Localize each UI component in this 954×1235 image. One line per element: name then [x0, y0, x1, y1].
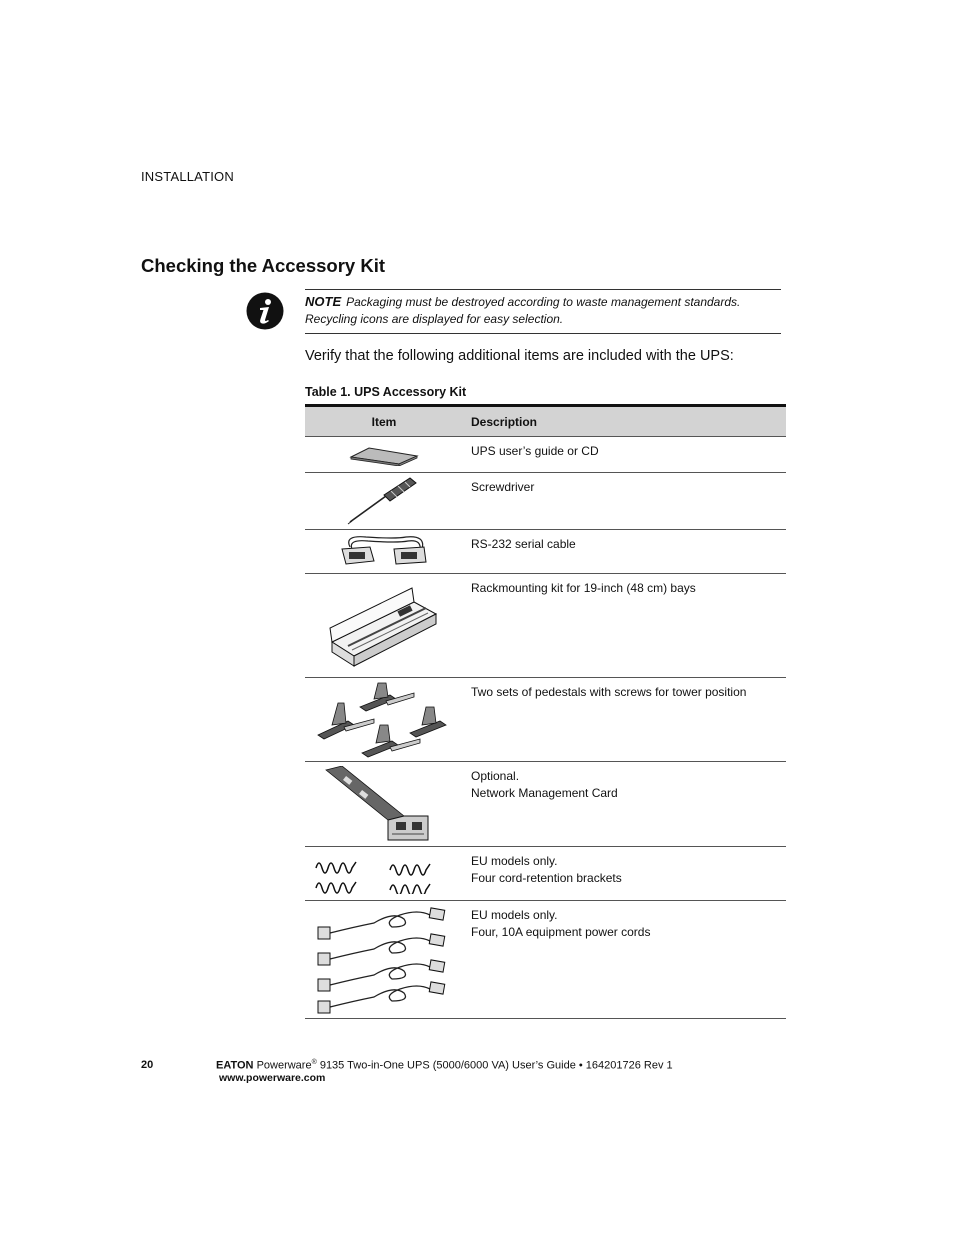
serial-cable-icon [336, 533, 432, 571]
row-description: Optional. [471, 769, 520, 783]
registered-mark: ® [311, 1059, 317, 1066]
pedestals-icon [314, 681, 454, 759]
manual-cd-icon [349, 444, 419, 466]
table-row [305, 847, 786, 901]
table-header [305, 407, 786, 437]
note-text: Packaging must be destroyed according to waste management standards. Recycling icons are displayed for easy selection. [305, 295, 741, 326]
screwdriver-icon [344, 476, 424, 526]
section-label: INSTALLATION [141, 169, 234, 184]
accessory-table [305, 404, 786, 1019]
header-description: Description [471, 414, 538, 429]
table-caption: Table 1. UPS Accessory Kit [305, 385, 467, 399]
header-item: Item [371, 414, 397, 429]
table-row [305, 437, 786, 473]
table-row [305, 762, 786, 847]
row-description: Two sets of pedestals with screws for tower position [471, 685, 747, 699]
note-label: NOTE [305, 294, 342, 309]
footer-title [216, 1059, 673, 1072]
table-row [305, 901, 786, 1019]
footer-product: Powerware [256, 1059, 312, 1072]
row-description: RS-232 serial cable [471, 537, 576, 551]
table-row [305, 678, 786, 762]
note-box [305, 289, 781, 334]
table-row [305, 574, 786, 678]
footer-brand: EATON [216, 1059, 254, 1072]
row-description: Four, 10A equipment power cords [471, 925, 651, 939]
row-description: Screwdriver [471, 480, 535, 494]
row-description: EU models only. [471, 908, 558, 922]
row-description: EU models only. [471, 854, 558, 868]
info-icon [246, 292, 284, 330]
rackmount-kit-icon [328, 584, 440, 668]
footer-url: www.powerware.com [219, 1072, 326, 1084]
table-row [305, 473, 786, 530]
power-cords-icon [314, 905, 454, 1015]
table-row [305, 530, 786, 574]
row-description: Network Management Card [471, 786, 618, 800]
row-description: Four cord-retention brackets [471, 871, 622, 885]
page-heading: Checking the Accessory Kit [141, 255, 386, 276]
row-description: Rackmounting kit for 19-inch (48 cm) bays [471, 581, 696, 595]
intro-paragraph: Verify that the following additional items are included with the UPS: [305, 348, 734, 364]
network-card-icon [324, 766, 444, 842]
footer-doc-info: 9135 Two-in-One UPS (5000/6000 VA) User’s Guide • 164201726 Rev 1 [316, 1059, 673, 1072]
page-number: 20 [141, 1059, 154, 1071]
cord-brackets-icon [314, 854, 454, 894]
row-description: UPS user’s guide or CD [471, 444, 599, 458]
